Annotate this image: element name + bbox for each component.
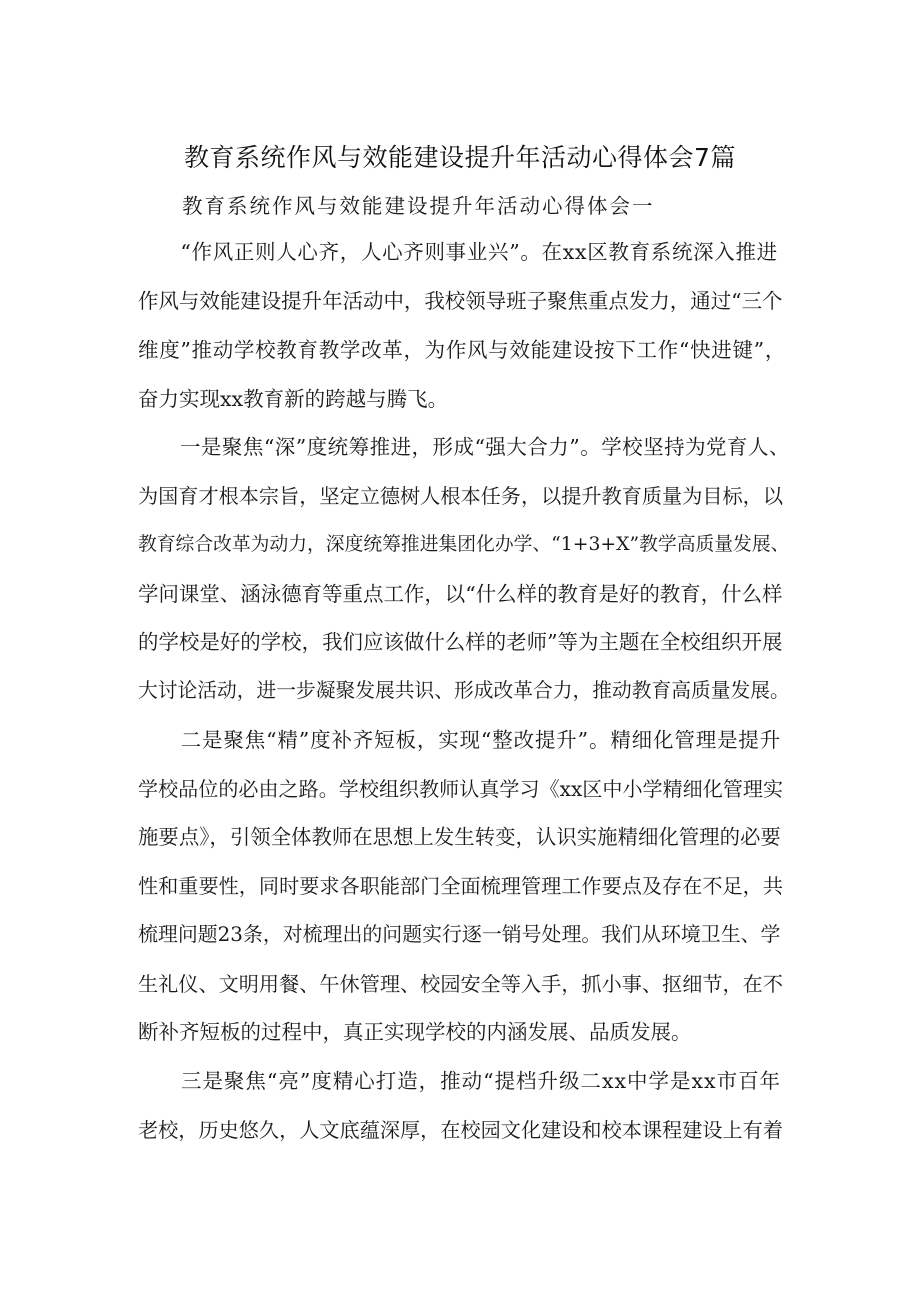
body-line: 作风与效能建设提升年活动中，我校领导班子聚焦重点发力，通过“三个 — [138, 289, 783, 313]
body-line: 为国育才根本宗旨，坚定立德树人根本任务，以提升教育质量为目标，以 — [138, 484, 783, 508]
body-line: 学校品位的必由之路。学校组织教师认真学习《xx区中小学精细化管理实 — [138, 777, 784, 801]
document-title: 教育系统作风与效能建设提升年活动心得体会7篇 — [184, 143, 736, 172]
body-line: 梳理问题23条，对梳理出的问题实行逐一销号处理。我们从环境卫生、学 — [138, 923, 781, 946]
section-subtitle: 教育系统作风与效能建设提升年活动心得体会一 — [182, 194, 655, 218]
body-line: 施要点》，引领全体教师在思想上发生转变，认识实施精细化管理的必要 — [138, 825, 781, 849]
body-line: 维度”推动学校教育教学改革，为作风与效能建设按下工作“快进键”， — [138, 338, 787, 362]
body-line: 二是聚焦“精”度补齐短板，实现“整改提升”。精细化管理是提升 — [138, 728, 782, 752]
body-line: 大讨论活动，进一步凝聚发展共识、形成改革合力，推动教育高质量发展。 — [138, 679, 790, 702]
body-line: 教育综合改革为动力，深度统筹推进集团化办学、“1+3+X”教学高质量发展、 — [138, 534, 790, 555]
body-line: 生礼仪、文明用餐、午休管理、校园安全等入手，抓小事、抠细节，在不 — [138, 972, 783, 996]
body-line: 断补齐短板的过程中，真正实现学校的内涵发展、品质发展。 — [138, 1020, 692, 1044]
body-line: 老校，历史悠久，人文底蕴深厚，在校园文化建设和校本课程建设上有着 — [138, 1118, 783, 1142]
body-line: 一是聚焦“深”度统筹推进，形成“强大合力”。学校坚持为党育人、 — [138, 435, 790, 459]
body-line: 的学校是好的学校，我们应该做什么样的老师”等为主题在全校组织开展 — [138, 630, 783, 654]
body-line: 学问课堂、涵泳德育等重点工作，以“什么样的教育是好的教育，什么样 — [138, 582, 783, 606]
body-line: 三是聚焦“亮”度精心打造，推动“提档升级二xx中学是xx市百年 — [138, 1069, 782, 1093]
body-line: 奋力实现xx教育新的跨越与腾飞。 — [138, 387, 449, 411]
body-line: 性和重要性，同时要求各职能部门全面梳理管理工作要点及存在不足，共 — [138, 874, 783, 898]
body-line: “作风正则人心齐，人心齐则事业兴”。在xx区教育系统深入推进 — [138, 240, 778, 264]
